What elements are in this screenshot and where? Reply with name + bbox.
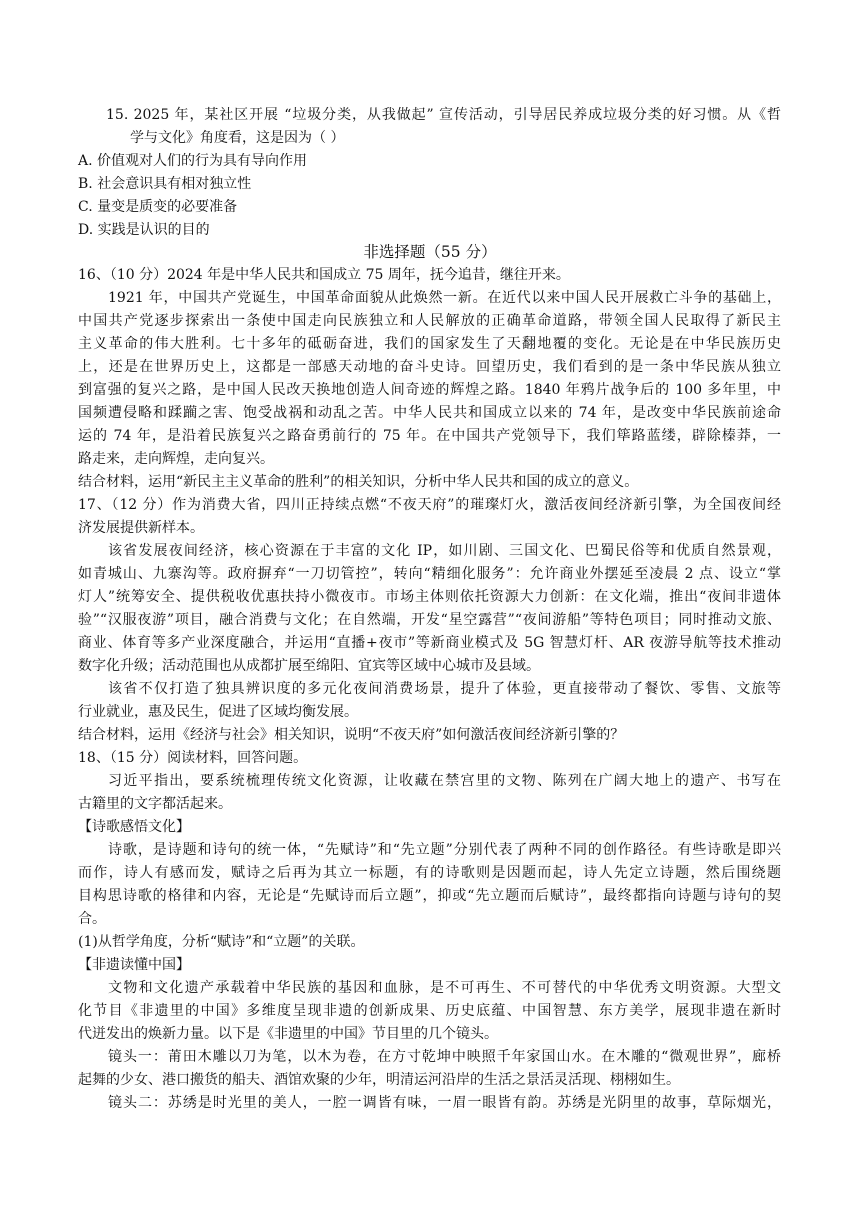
q18-heritage-line: 代迸发出的焕新力量。以下是《非遗里的中国》节目里的几个镜头。 — [78, 1026, 498, 1042]
q17-paragraph-line: 该省发展夜间经济，核心资源在于丰富的文化 IP，如川剧、三国文化、巴蜀民俗等和优质自然景观， — [108, 543, 781, 559]
q18-shot1-line: 镜头一：莆田木雕以刀为笔，以木为卷，在方寸乾坤中映照千年家国山水。在木雕的“微观世界”，廊桥 — [108, 1049, 781, 1065]
q17-paragraph-line: 验”“汉服夜游”项目，融合消费与文化；在自然端，开发“星空露营”“夜间游船”等特色项目；同时推动文旅、 — [78, 612, 781, 628]
q17-paragraph-line: 行业就业，惠及民生，促进了区域均衡发展。 — [78, 704, 358, 720]
q16-paragraph-line: 上，还是在世界历史上，这都是一部感天动地的奋斗史诗。回望历史，我们看到的是一条中华民族从独立 — [78, 359, 781, 375]
q18-heading: 18、（15 分）阅读材料，回答问题。 — [78, 750, 308, 766]
q15-option-b: B. 社会意识具有相对独立性 — [78, 176, 252, 192]
q16-paragraph-line: 到富强的复兴之路，是中国人民改天换地创造人间奇迹的辉煌之路。1840 年鸦片战争后的 100 多年里，中 — [78, 382, 781, 398]
q16-question: 结合材料，运用“新民主主义革命的胜利”的相关知识，分析中华人民共和国的成立的意义。 — [78, 474, 639, 490]
q17-paragraph-line: 灯人”统筹安全、提供税收优惠扶持小微夜市。市场主体则依托资源大力创新：在文化端，推出“夜间非遗体 — [78, 589, 781, 605]
q18-poetry-line: 而作，诗人有感而发，赋诗之后再为其立一标题，有的诗歌则是因题而起，诗人先定立诗题，然后围绕题 — [78, 865, 781, 881]
q18-poetry-line: 合。 — [78, 911, 106, 927]
q16-paragraph-line: 运的 74 年，是沿着民族复兴之路奋勇前行的 75 年。在中国共产党领导下，我们筚路蓝缕，辟除榛莽，一 — [78, 428, 781, 444]
q17-paragraph-line: 数字化升级；活动范围也从成都扩展至绵阳、宜宾等区域中心城市及县域。 — [78, 658, 540, 674]
q15-option-d: D. 实践是认识的目的 — [78, 222, 210, 238]
q16-paragraph-line: 路走来，走向辉煌，走向复兴。 — [78, 451, 274, 467]
q16-heading: 16、（10 分）2024 年是中华人民共和国成立 75 周年，抚今追昔，继往开来。 — [78, 267, 570, 283]
q18-poetry-line: 诗歌，是诗题和诗句的统一体，“先赋诗”和“先立题”分别代表了两种不同的创作路径。有些诗歌是即兴 — [108, 842, 781, 858]
q16-paragraph-line: 中国共产党逐步探索出一条使中国走向民族独立和人民解放的正确革命道路，带领全国人民取得了新民主 — [78, 313, 781, 329]
q15-option-c: C. 量变是质变的必要准备 — [78, 199, 238, 215]
q16-paragraph-line: 国频遭侵略和蹂躏之害、饱受战祸和动乱之苦。中华人民共和国成立以来的 74 年，是改变中华民族前途命 — [78, 405, 781, 421]
q18-shot1-line: 起舞的少女、港口搬货的船夫、酒馆欢聚的少年，明清运河沿岸的生活之景活灵活现、栩栩如生。 — [78, 1072, 680, 1088]
section-title: 非选择题（55 分） — [363, 243, 497, 261]
q18-poetry-line: 目构思诗歌的格律和内容，无论是“先赋诗而后立题”，抑或“先立题而后赋诗”，最终都指向诗题与诗句的契 — [78, 888, 781, 904]
q18-heritage-heading: 【非遗读懂中国】 — [78, 957, 190, 973]
q17-paragraph-line: 如青城山、九寨沟等。政府摒弃“一刀切管控”，转向“精细化服务”：允许商业外摆延至凌晨 2 点、设立“掌 — [78, 566, 781, 582]
q18-intro-line: 习近平指出，要系统梳理传统文化资源，让收藏在禁宫里的文物、陈列在广阔大地上的遗产、书写在 — [108, 773, 781, 789]
q18-heritage-line: 化节目《非遗里的中国》多维度呈现非遗的创新成果、历史底蕴、中国智慧、东方美学，展现非遗在新时 — [78, 1003, 781, 1019]
q17-heading: 17、（12 分）作为消费大省，四川正持续点燃“不夜天府”的璀璨灯火，激活夜间经济新引擎，为全国夜间经 — [78, 497, 781, 513]
q16-paragraph-line: 主义革命的伟大胜利。七十多年的砥砺奋进，我们的国家发生了天翻地覆的变化。无论是在中华民族历史 — [78, 336, 781, 352]
q18-poetry-heading: 【诗歌感悟文化】 — [78, 819, 190, 835]
q18-intro-line: 古籍里的文字都活起来。 — [78, 796, 232, 812]
q15-stem-line1: 15. 2025 年，某社区开展 “垃圾分类，从我做起” 宣传活动，引导居民养成垃圾分类的好习惯。从《哲 — [106, 107, 781, 123]
q18-shot2-line: 镜头二：苏绣是时光里的美人，一腔一调皆有味，一眉一眼皆有韵。苏绣是光阴里的故事，草际烟光， — [108, 1095, 781, 1111]
q17-paragraph-line: 商业、体育等多产业深度融合，并运用“直播+夜市”等新商业模式及 5G 智慧灯杆、AR 夜游导航等技术推动 — [78, 635, 781, 651]
q17-paragraph-line: 该省不仅打造了独具辨识度的多元化夜间消费场景，提升了体验，更直接带动了餐饮、零售、文旅等 — [108, 681, 781, 697]
q18-subquestion-1: (1)从哲学角度，分析“赋诗”和“立题”的关联。 — [78, 934, 365, 950]
q18-heritage-line: 文物和文化遗产承载着中华民族的基因和血脉，是不可再生、不可替代的中华优秀文明资源。大型文 — [108, 980, 781, 996]
q17-heading-cont: 济发展提供新样本。 — [78, 520, 204, 536]
q15-option-a: A. 价值观对人们的行为具有导向作用 — [78, 153, 308, 169]
q17-question: 结合材料，运用《经济与社会》相关知识，说明“不夜天府”如何激活夜间经济新引擎的？ — [78, 727, 625, 743]
q15-stem-line2: 学与文化》角度看，这是因为（ ） — [130, 130, 345, 146]
q16-paragraph-line: 1921 年，中国共产党诞生，中国革命面貌从此焕然一新。在近代以来中国人民开展救亡斗争的基础上， — [108, 290, 781, 306]
